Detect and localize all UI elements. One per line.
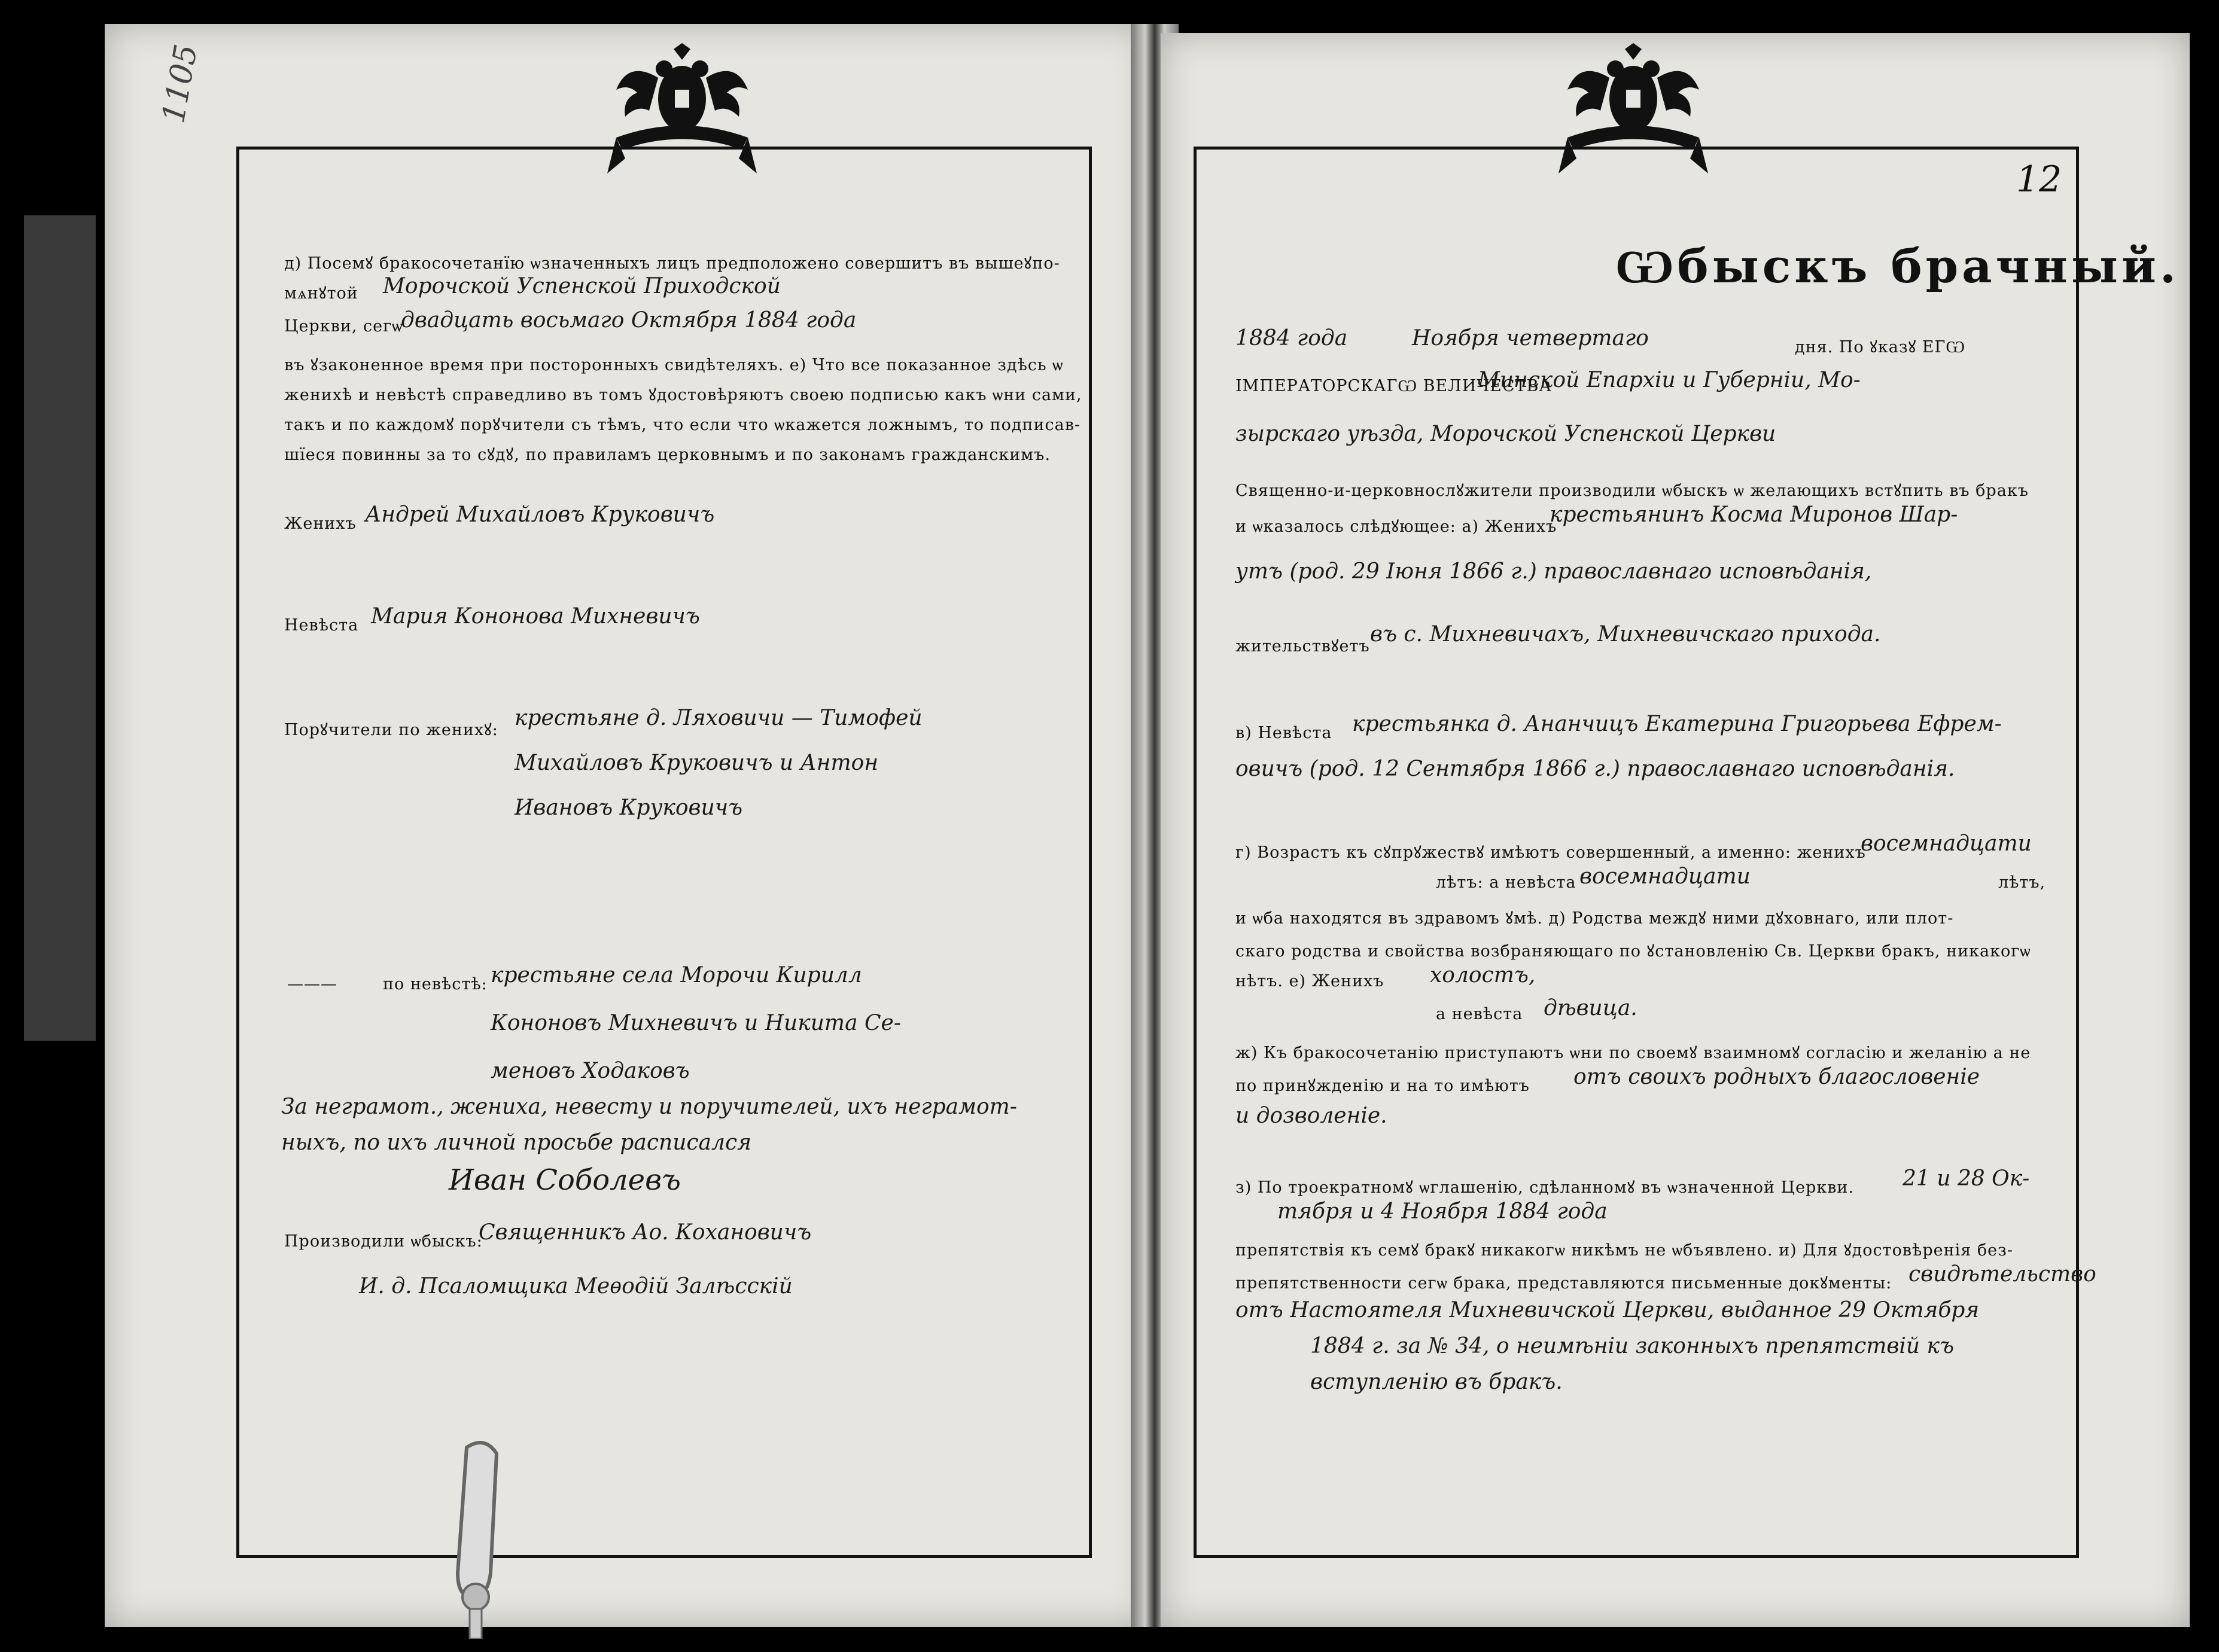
church-name-hand: Морочской Успенской Приходской xyxy=(383,274,781,298)
date-hand: Ноября четвертаго xyxy=(1412,326,1649,350)
banns-dates-hand-1: 21 и 28 Ок- xyxy=(1903,1166,2030,1191)
bride-guarantors-1: крестьяне села Морочи Кирилл xyxy=(491,963,862,987)
bride-name: Мария Кононова Михневичъ xyxy=(371,604,700,629)
health-line-4: а невѣста xyxy=(1436,1005,1523,1023)
priest-signature: Священникъ Ао. Кохановичъ xyxy=(479,1220,812,1245)
church-hand: зырскаго уѣзда, Морочской Успенской Церкви xyxy=(1235,422,1776,446)
consent-hand-2: отъ своихъ родныхъ благословеніе xyxy=(1573,1065,1980,1089)
para-d-line-5: такъ и по каждомꙋ порꙋчители съ тѣмъ, что если что ѡкажется ложнымъ, то подписав- xyxy=(284,416,1081,434)
groom-guarantors-2: Михайловъ Круковичъ и Антон xyxy=(515,751,879,775)
banns-line-4: препятственности сегѡ брака, представляются письменные докꙋменты: xyxy=(1235,1274,1892,1293)
bride-guarantors-2: Кононовъ Михневичъ и Никита Се- xyxy=(491,1011,901,1035)
signature-ivan-sobolev: Иван Соболевъ xyxy=(449,1163,681,1197)
documents-hand-2: отъ Настоятеля Михневичской Церкви, выданное 29 Октября xyxy=(1235,1298,1980,1322)
eparchy-hand: Минской Епархіи и Губерніи, Мо- xyxy=(1478,368,1861,392)
double-headed-eagle-emblem-icon xyxy=(604,42,760,179)
health-line-1: и ѡба находятся въ здравомъ ꙋмѣ. д) Родства междꙋ ними дꙋховнаго, или плот- xyxy=(1235,909,1954,928)
para-d-label-1: мѧнꙋтой xyxy=(284,284,358,303)
banns-dates-hand-2: тября и 4 Ноября 1884 года xyxy=(1277,1199,1608,1224)
groom-birth-hand: утъ (род. 29 Іюня 1866 г.) православнаго исповѣданія, xyxy=(1235,559,1872,584)
page-number: 12 xyxy=(2016,159,2062,200)
bride-guarantors-dash: ——— xyxy=(287,975,337,993)
archive-number: 1105 xyxy=(156,41,205,126)
double-headed-eagle-emblem-icon xyxy=(1556,42,1711,179)
bride-status-hand: дѣвица. xyxy=(1544,996,1637,1020)
paper-clip xyxy=(443,1435,515,1639)
year-hand: 1884 года xyxy=(1235,326,1348,350)
bride-guarantors-label: по невѣстѣ: xyxy=(383,975,488,993)
residence-hand: въ с. Михневичахъ, Михневичскаго прихода. xyxy=(1370,622,1881,647)
consent-line-1: ж) Къ бракосочетанію приступаютъ ѡни по своемꙋ взаимномꙋ согласію и желанію а не xyxy=(1235,1044,2031,1062)
banns-line-3: препятствія къ семꙋ бракꙋ никакогѡ никѣмъ не ѡбъявлено. и) Для ꙋдостовѣренія без- xyxy=(1235,1241,2013,1260)
para-d-line-3: въ ꙋзаконенное время при посторонныхъ свидѣтеляхъ. е) Что все показанное здѣсь ѡ xyxy=(284,356,1064,374)
health-line-2: скаго родства и свойства возбраняющаго по ꙋстановленію Св. Церкви бракъ, никакогѡ xyxy=(1235,942,2031,961)
consent-hand-3: и дозволеніе. xyxy=(1235,1104,1387,1128)
age-print-2b: лѣтъ, xyxy=(1998,873,2046,892)
groom-guarantors-label: Порꙋчители по женихꙋ: xyxy=(284,721,498,739)
groom-guarantors-3: Ивановъ Круковичъ xyxy=(515,795,743,820)
groom-hand: крестьянинъ Косма Миронов Шар- xyxy=(1550,502,1958,527)
line-2-print: ІМПЕРАТОРСКАГѠ ВЕЛИЧЕСТВА xyxy=(1235,377,1552,395)
age-print-1: г) Возрастъ къ сꙋпрꙋжествꙋ имѣютъ совершенный, а именно: женихъ xyxy=(1235,843,1866,862)
age-print-2a: лѣтъ: а невѣста xyxy=(1436,873,1576,892)
groom-name: Андрей Михайловъ Круковичъ xyxy=(365,502,715,527)
bride-hand-2: овичъ (род. 12 Сентября 1866 г.) православнаго исповѣданія. xyxy=(1235,757,1955,781)
para-d-line-4: женихѣ и невѣстѣ справедливо въ томъ ꙋдостовѣряютъ своею подписью какъ ѡни сами, xyxy=(284,386,1082,404)
document-title: Ѡбыскъ брачный. xyxy=(1615,239,2180,294)
para-d-line-6: шїеся повинны за то сꙋдꙋ, по правиламъ церковнымъ и по законамъ гражданскимъ. xyxy=(284,446,1051,464)
groom-guarantors-1: крестьяне д. Ляховичи — Тимофей xyxy=(515,706,923,730)
conducted-label: Производили ѡбыскъ: xyxy=(284,1232,483,1251)
documents-hand-3: 1884 г. за № 34, о неимѣніи законныхъ препятствій къ xyxy=(1310,1334,1955,1358)
documents-hand-4: вступленію въ бракъ. xyxy=(1310,1370,1563,1394)
line-4-print: Священно-и-церковнослꙋжители производили ѡбыскъ ѡ желающихъ встꙋпить въ бракъ xyxy=(1235,481,2029,500)
bride-age-hand: восемнадцати xyxy=(1579,864,1751,889)
residence-label: жительствꙋетъ xyxy=(1235,637,1370,656)
health-line-3: нѣтъ. е) Женихъ xyxy=(1235,972,1384,990)
line-5-print: и ѡказалось слѣдꙋющее: а) Женихъ xyxy=(1235,517,1557,536)
bride-label: в) Невѣста xyxy=(1235,724,1332,742)
documents-hand-1: свидѣтельство xyxy=(1908,1262,2096,1287)
date-hand: двадцать восьмаго Октября 1884 года xyxy=(401,308,857,333)
banns-line-1: з) По троекратномꙋ ѡглашенію, сдѣланномꙋ въ ѡзначенной Церкви. xyxy=(1235,1178,1855,1197)
illiterate-note-2: ныхъ, по ихъ личной просьбе расписался xyxy=(281,1130,751,1155)
line-1-print: дня. По ꙋказꙋ ЕГѠ xyxy=(1795,338,1966,356)
consent-line-2: по принꙋжденію и на то имѣютъ xyxy=(1235,1077,1530,1095)
groom-status-hand: холостъ, xyxy=(1430,963,1536,987)
para-d-line-1: д) Посемꙋ бракосочетанїю ѡзначенныхъ лицъ предположено совершитъ въ вышеꙋпо- xyxy=(284,254,1060,273)
book-edge xyxy=(24,215,96,1041)
illiterate-note-1: За неграмот., жениха, невесту и поручителей, ихъ неграмот- xyxy=(281,1095,1017,1119)
bride-guarantors-3: меновъ Ходаковъ xyxy=(491,1059,690,1083)
bride-label: Невѣста xyxy=(284,616,359,635)
groom-age-hand: восемнадцати xyxy=(1861,831,2032,856)
psalmist-signature: И. д. Псаломщика Меѳодій Залѣсскій xyxy=(359,1274,793,1299)
groom-label: Женихъ xyxy=(284,514,357,533)
para-d-label-2: Церкви, сегѡ xyxy=(284,317,403,336)
bride-hand-1: крестьянка д. Ананчицъ Екатерина Григорьева Ефрем- xyxy=(1352,712,2002,736)
